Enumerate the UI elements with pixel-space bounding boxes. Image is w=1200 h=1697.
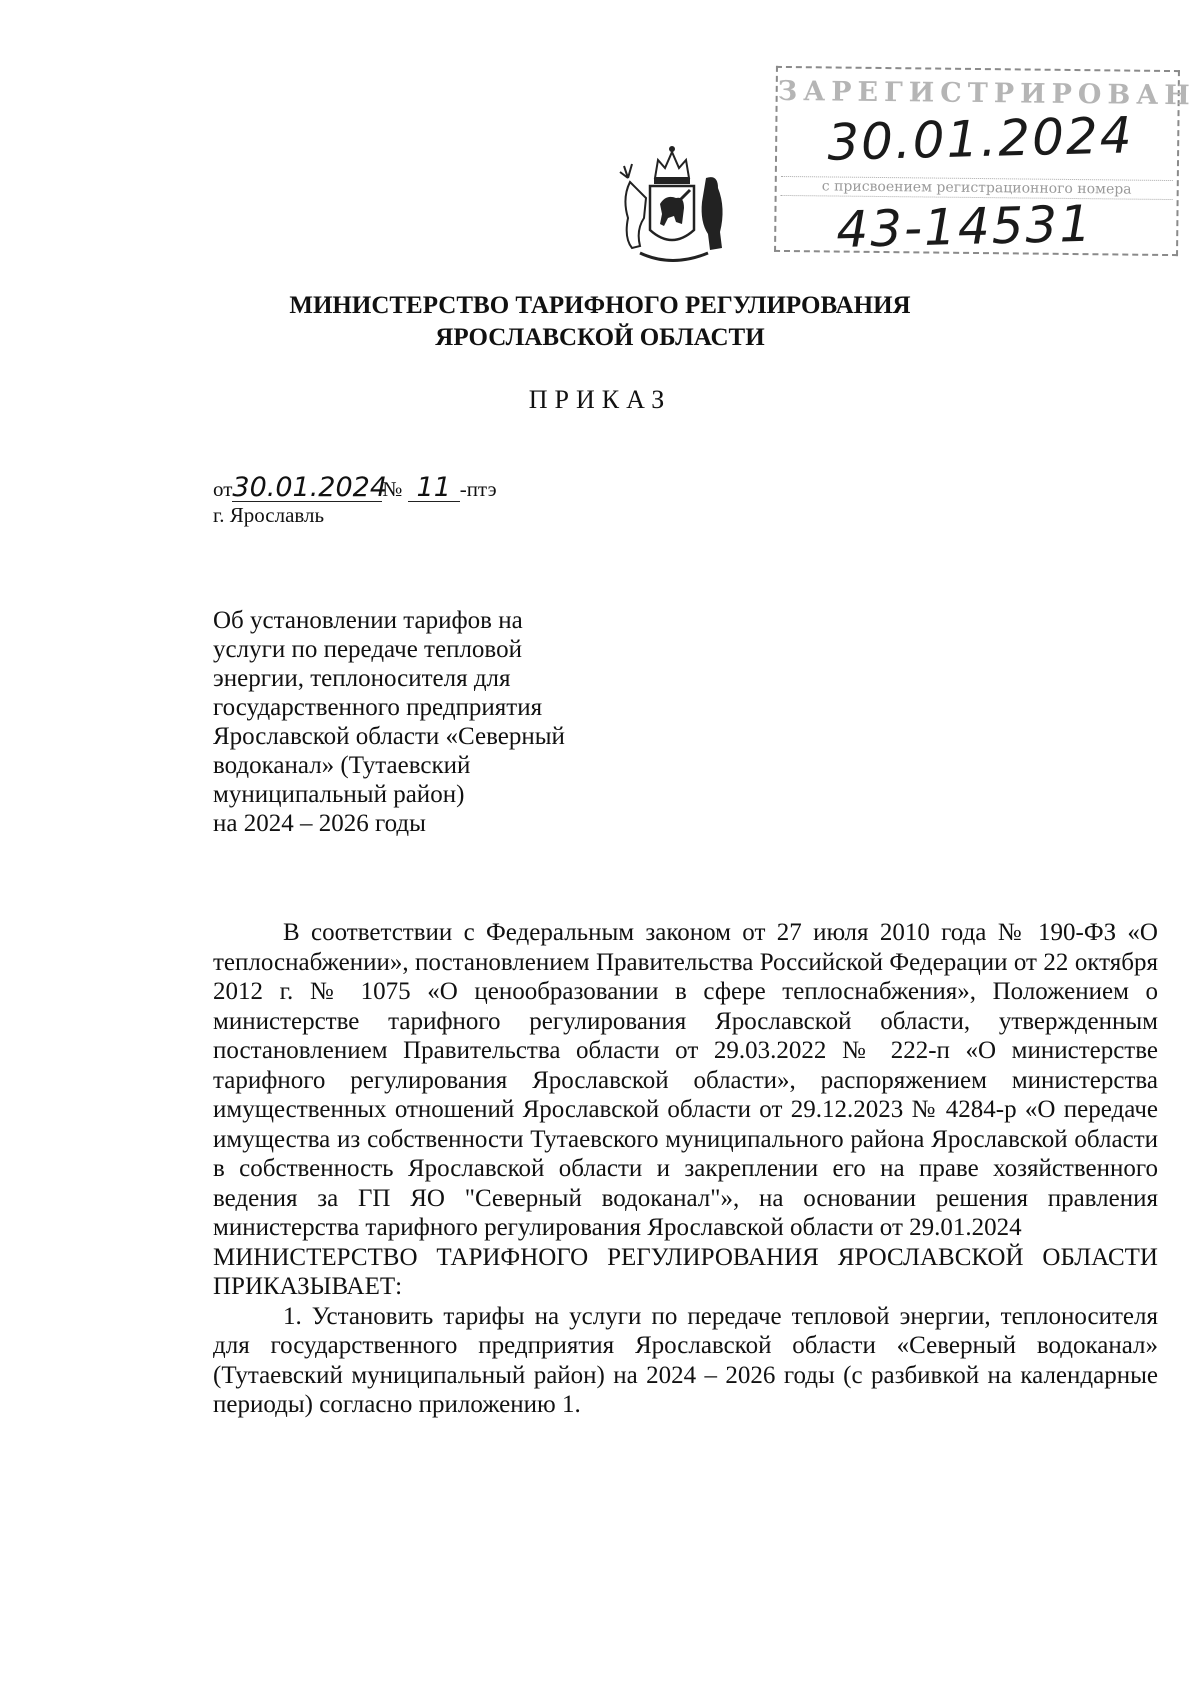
subject-line: муниципальный район) xyxy=(213,781,465,808)
order-number-suffix: -птэ xyxy=(459,477,497,501)
subject-line: водоканал» (Тутаевский xyxy=(213,752,471,779)
order-item-1: 1. Установить тарифы на услуги по передаче тепловой энергии, теплоносителя для государственного предприятия Ярославской области «Северный водоканал» (Тутаевский муниципальный район) на 2024 – 2026 годы (с разбивкой на календарные периоды) согласно приложению 1. xyxy=(213,1302,1158,1418)
coat-of-arms-emblem xyxy=(610,138,735,273)
subject-line: Об установлении тарифов на xyxy=(213,607,523,634)
stamp-subtitle: с присвоением регистрационного номера xyxy=(781,176,1173,200)
subject-line: услуги по передаче тепловой xyxy=(213,636,522,663)
subject-line: на 2024 – 2026 годы xyxy=(213,810,426,837)
number-sign: № xyxy=(382,477,403,501)
ministry-heading xyxy=(0,290,1200,354)
ministry-line-2: ЯРОСЛАВСКОЙ ОБЛАСТИ xyxy=(435,324,765,351)
preamble-paragraph: В соответствии с Федеральным законом от 27 июля 2010 года № 190-ФЗ «О теплоснабжении», постановлением Правительства Российской Федерации от 22 октября 2012 г. № 1075 «О ценообразовании в сфере теплоснабжения», Положением о министерстве тарифного регулирования Ярославской области, утвержденным постановлением Правительства области от 29.03.2022 № 222-п «О министерстве тарифного регулирования Ярославской области», распоряжением министерства имущественных отношений Ярославской области от 29.12.2023 № 4284-р «О передаче имущества из собственности Тутаевского муниципального района Ярославской области в собственность Ярославской области и закреплении его на праве хозяйственного ведения за ГП ЯО "Северный водоканал"», на основании решения правления министерства тарифного регулирования Ярославской области от 29.01.2024 xyxy=(213,919,1158,1241)
orders-statement: МИНИСТЕРСТВО ТАРИФНОГО РЕГУЛИРОВАНИЯ ЯРОСЛАВСКОЙ ОБЛАСТИ ПРИКАЗЫВАЕТ: xyxy=(213,1243,1158,1300)
stamp-title: ЗАРЕГИСТРИРОВАН xyxy=(777,75,1196,112)
stamp-handwritten-date: 30.01.2024 xyxy=(826,106,1135,172)
order-date-line xyxy=(213,472,497,503)
city-name: г. Ярославль xyxy=(213,503,325,527)
subject-line: энергии, теплоносителя для xyxy=(213,665,511,692)
ministry-line-1: МИНИСТЕРСТВО ТАРИФНОГО РЕГУЛИРОВАНИЯ xyxy=(289,292,911,319)
subject-line: Ярославской области «Северный xyxy=(213,723,565,750)
stamp-handwritten-number: 43-14531 xyxy=(835,194,1094,260)
order-body xyxy=(213,918,1158,1420)
order-subject xyxy=(213,606,643,838)
registration-stamp xyxy=(774,66,1196,260)
document-type-title: ПРИКАЗ xyxy=(528,385,672,414)
subject-line: государственного предприятия xyxy=(213,694,543,721)
order-number-handwritten: 11 xyxy=(408,475,460,502)
order-date-handwritten: 30.01.2024 xyxy=(232,472,387,503)
date-prefix: от xyxy=(213,477,233,501)
